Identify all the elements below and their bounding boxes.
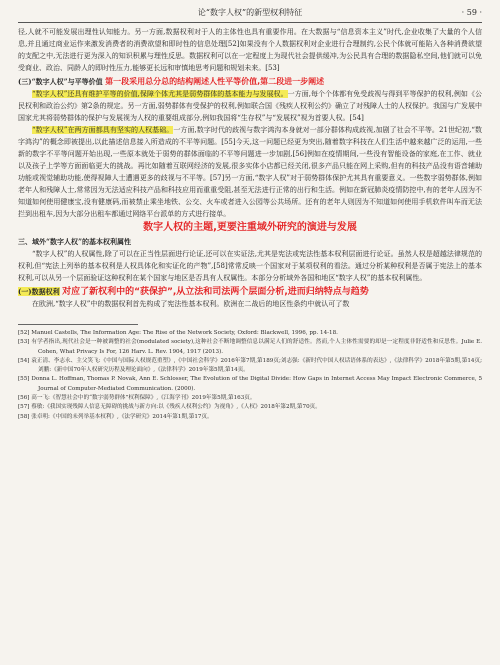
running-title: 论“数字人权”的新型权利特征 (197, 8, 303, 17)
paragraph-digital-divide-rest: 一方面,数字时代的歧视与数字鸿沟本身就对一部分群体构成歧视,加剧了社会不平等。21世纪初,“数字鸿沟”的概念即被提出,以此描述信息接入所造成的不平等问题。[55]今天,这一问题已经更为突出,随着数字科技在人们生活中越来越广泛的运用,一些新的数字不平等问题开始出现,一些原本就处于弱势的群体面临的不平等问题进一步加剧,[56]例如在疫情期间,一些没有智能设备的家庭,在工作、就业以及孩子上学等方面面临更大的挑战。再比如随着互联网经济的发展,很多实体小店都已经关闭,很多产品只能在网上采购,但有的科技产品没有语音辅助功能或视觉辅助功能,使得视障人士遭遇更多的歧视与不平等。[57]另一方面,“数字人权”对于弱势群体保护尤其具有重要意义。一些数字弱势群体,例如老年人和残障人士,常常因为无法适应科技产品和科技应用而重重受阻,甚至无法进行正常的出行和生活。例如在新冠肺炎疫情防控中,有的老年人因为不知道如何使用健康宝,没有健康码,而被禁止乘坐地铁、公交、火车或者进入公园等公共场所。还有的老年人则因为不知道如何使用手机软件叫车而无法拦到出租车,因为大部分出租车都通过网络平台派单的方式进行接单。 (18, 126, 482, 218)
paragraph-equality-rest: 一方面,每个个体都有免受歧视与得到平等保护的权利,例如《公民权利和政治公约》第2条的规定。另一方面,弱势群体有受保护的权利,例如联合国《残疾人权利公约》确立了对残障人士的人权保护。我国与广发展中国家尤其将弱势群体的保护与发展视为人权的重要组成部分,例如我国将“生存权”与“发展权”视为首要人权。[54] (18, 90, 482, 122)
annotation-new-rights: 对应了新权利中的“获保护”,从立法和司法两个层面分析,进而归纳特点与趋势 (62, 287, 369, 297)
footnote-55: [55] Donna L. Hoffman, Thomas P. Novak, Ann E. Schlosser, The Evolution of the Digital Divide: How Gaps in Internet Access May Impact Electronic Commerce, 5 Journal of Computer-Mediated Communication. (2000). (18, 376, 482, 392)
highlight-equality-thesis: “数字人权”还具有维护平等的价值,保障个体尤其是弱势群体的基本能力与发展权。 (32, 90, 288, 98)
annotation-theme: 数字人权的主题,更要注重域外研究的演进与发展 (143, 222, 357, 233)
paragraph-basic-rights: “数字人权”的人权属性,除了可以在正当性层面进行论证,还可以在实证法,尤其是宪法或宪法性基本权利层面进行论证。虽然人权是超越法律规范的权利,但“宪法上列举的基本权利是人权具体化和实证化的产物”,[58]常常反映一个国家对于某项权利的看法。通过分析某种权利是否属于宪法上的基本权利,可以从另一个层面验证这种权利在某个国家与地区是否具有人权属性。本部分分析域外各国和地区“数字人权”的基本权利属性。 (18, 250, 482, 282)
page-header (18, 6, 482, 23)
article-body (18, 26, 482, 422)
footnote-52: [52] Manuel Castells, The Information Age: The Rise of the Network Society, Oxford: Blackwell, 1996, pp. 14-18. (18, 330, 338, 336)
paragraph-europe: 在欧洲,“数字人权”中的数据权利首先构成了宪法性基本权利。欧洲在二战后的地区性条约中就认可了数 (32, 300, 350, 308)
highlight-human-rights-basis: “数字人权”在两方面都具有坚实的人权基础。 (32, 126, 174, 134)
annotation-structure: 第一段采用总分总的结构阐述人性平等价值,第二段进一步阐述 (105, 77, 325, 86)
footnote-56: [56] 高一飞:《智慧社会中的“数字弱势群体”权利保障》,《江海学刊》2019年第5期,第163页。 (18, 395, 256, 402)
footnote-divider (18, 324, 138, 325)
footnote-57: [57] 蔡敏:《我国实现残障人信息无障碍的挑战与新方向:以《残疾人权利公约》为视角》,《人权》2018年第2期,第70页。 (18, 404, 321, 411)
paragraph-data-rights-subject: 径,人就不可能发展出理性认知能力。另一方面,数据权利对于人的主体性也具有重要作用。在大数据与“信息资本主义”时代,企业收集了大量的个人信息,并且通过商业运作来激发消费者的消费欲望和即时性的信息处理[52]如果没有个人数据权利对企业进行合理制约,公民个体就可能陷入各种消费欲望的支配之中,无法进行更为深入的知识积累与理性反思。数据权利可以在一定程度上为现代社会提供缓冲,为公民具有合理的数据隐私空间,他们就可以免受商业、政治、同龄人的即时性压力,能够更长远和审慎地思考问题和规划未来。[53] (18, 28, 482, 72)
footnote-58: [58] 张卓明:《中国的未列举基本权利》,《法学研究》2014年第1期,第17页。 (18, 413, 213, 420)
footnote-53: [53] 有学者指出,现代社会是一种被调整的社会(modulated society),这种社会不断地调整信息以满足人们的舒适性。然而,个人主体性需要的却是一定程度非舒适性和反思性。Julie E. Cohen, What Privacy Is For, 126 Harv. L. Rev. 1904, 1917 (2013). (18, 339, 482, 355)
section-heading-foreign: 三、域外“数字人权”的基本权利属性 (18, 237, 132, 246)
subsection-heading-data-rights (18, 286, 482, 298)
paragraph-equality (18, 88, 482, 124)
page-number: · 59 · (461, 8, 482, 17)
section-heading-equality-text: (三)“数字人权”与平等价值 (18, 77, 103, 86)
subsection-heading-data-rights-text: (一)数据权利 (18, 287, 60, 296)
paragraph-digital-divide (18, 124, 482, 220)
section-heading-equality (18, 76, 482, 88)
footnotes (18, 329, 482, 422)
footnote-54: [54] 袁正清、李志永、主父笑飞:《中国与国际人权规范重塑》,《中国社会科学》2016年第7期,第189页;刘志强:《新时代中国人权话语体系的表达》,《法律科学》2018年第5期,第14页;刘鹏:《新中国70年人权研究历程及理论面向》,《法律科学》2019年第5期,第14页。 (18, 357, 482, 374)
